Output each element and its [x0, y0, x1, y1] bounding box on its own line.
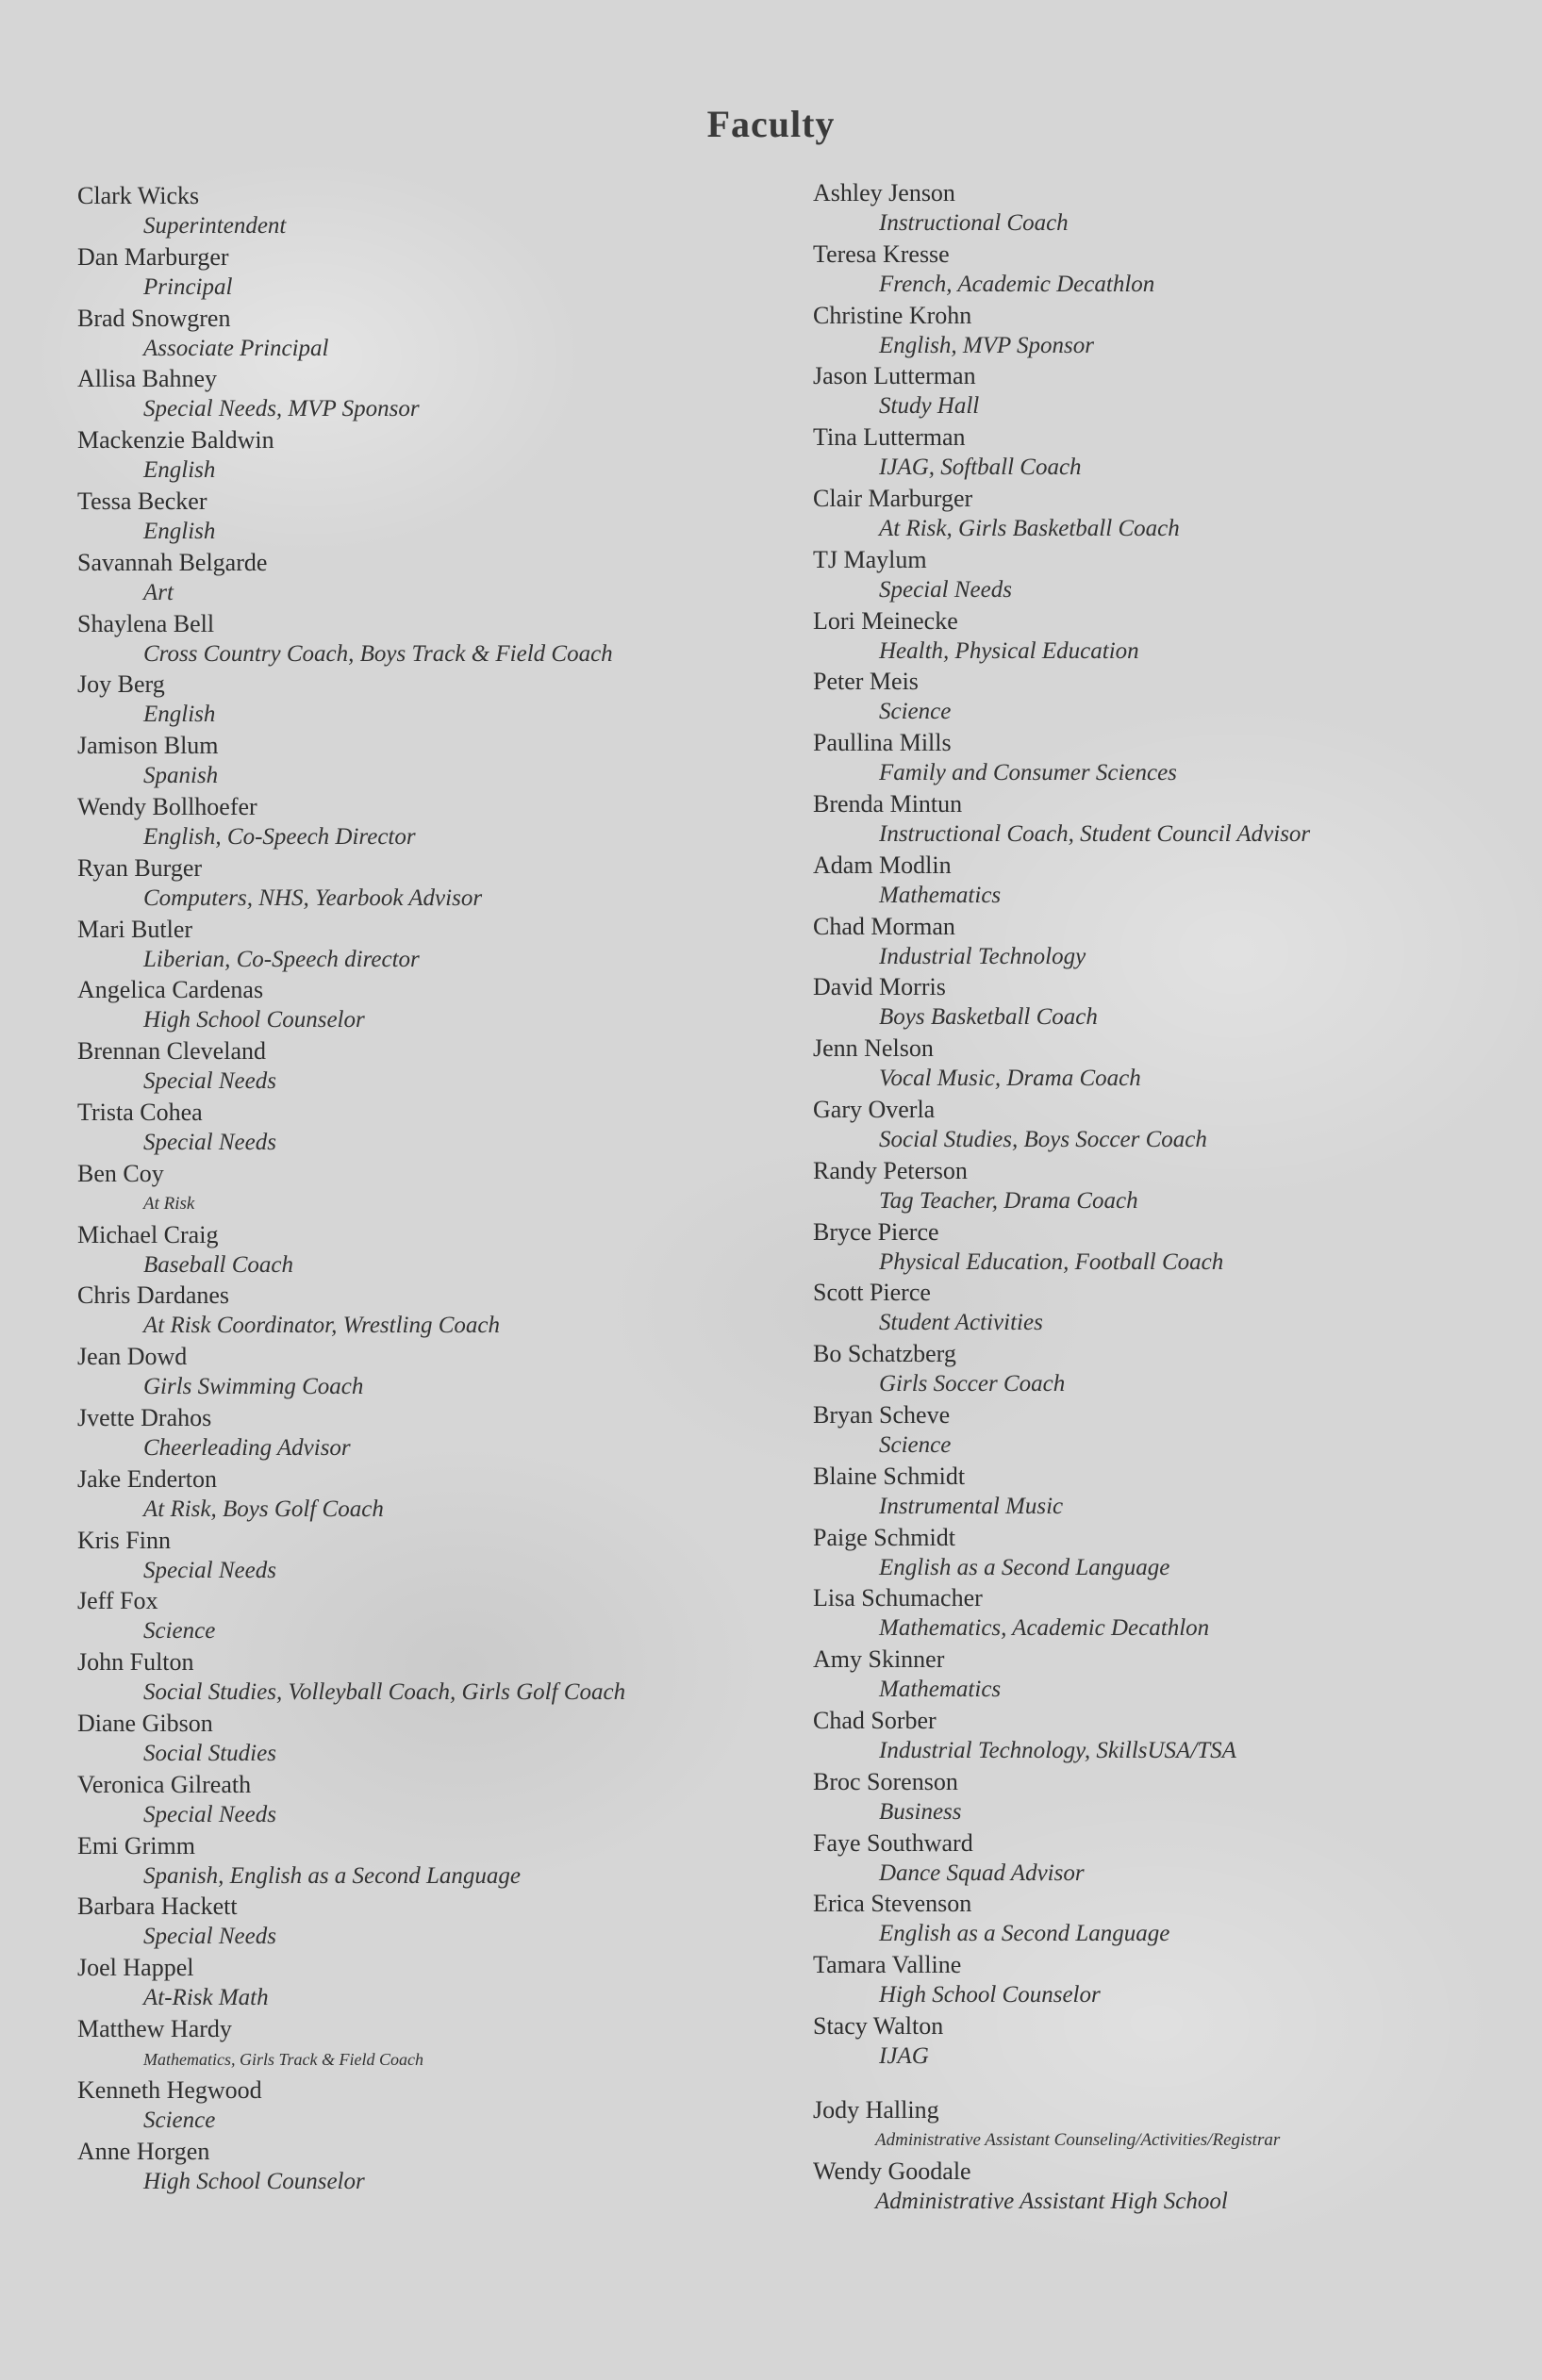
staff-name: Jody Halling	[813, 2095, 939, 2124]
faculty-name: Mari Butler	[77, 915, 193, 943]
faculty-name: Faye Southward	[813, 1828, 973, 1857]
faculty-entry	[77, 915, 794, 976]
faculty-role: Social Studies	[143, 1740, 276, 1766]
faculty-role: Mathematics	[879, 882, 1002, 908]
faculty-entry	[77, 425, 794, 487]
faculty-entry	[813, 606, 1530, 668]
faculty-role: Special Needs	[143, 1801, 276, 1827]
faculty-entry	[77, 1464, 794, 1526]
faculty-name: Barbara Hackett	[77, 1892, 238, 1921]
faculty-name: Lori Meinecke	[813, 606, 958, 635]
faculty-entry	[77, 1220, 794, 1281]
faculty-role: Student Activities	[879, 1310, 1043, 1336]
faculty-name: Lisa Schumacher	[813, 1584, 983, 1612]
faculty-name: Gary Overla	[813, 1095, 936, 1123]
faculty-entry	[77, 2075, 794, 2137]
faculty-role: English as a Second Language	[879, 1921, 1170, 1947]
faculty-entry	[813, 1706, 1530, 1767]
faculty-entry	[77, 548, 794, 609]
faculty-entry	[813, 1033, 1530, 1095]
faculty-name: Clark Wicks	[77, 182, 200, 209]
faculty-name: John Fulton	[77, 1648, 194, 1677]
faculty-entry	[77, 2137, 794, 2198]
faculty-name: Wendy Bollhoefer	[77, 792, 257, 820]
faculty-role: English	[143, 702, 216, 728]
faculty-name: Jeff Fox	[77, 1587, 158, 1615]
faculty-entry	[813, 667, 1530, 728]
faculty-role: Instrumental Music	[879, 1493, 1064, 1519]
faculty-name: Matthew Hardy	[77, 2014, 232, 2042]
faculty-name: Bryce Pierce	[813, 1217, 939, 1246]
faculty-name: Amy Skinner	[813, 1645, 945, 1674]
faculty-role: Social Studies, Volleyball Coach, Girls Golf Coach	[143, 1679, 626, 1706]
faculty-name: Jvette Drahos	[77, 1403, 212, 1431]
faculty-entry	[813, 484, 1530, 545]
faculty-entry	[813, 361, 1530, 422]
faculty-role: Mathematics	[879, 1677, 1002, 1703]
faculty-role: French, Academic Decathlon	[879, 271, 1155, 297]
faculty-role: Family and Consumer Sciences	[879, 760, 1177, 786]
faculty-role: Special Needs, MVP Sponsor	[143, 396, 420, 422]
faculty-name: Diane Gibson	[77, 1709, 213, 1737]
section-spacer	[813, 2073, 1530, 2095]
faculty-role: At Risk	[143, 1193, 195, 1214]
faculty-name: Broc Sorenson	[813, 1767, 958, 1795]
faculty-role: Social Studies, Boys Soccer Coach	[879, 1126, 1207, 1152]
faculty-entry	[813, 1278, 1530, 1339]
faculty-entry	[813, 1462, 1530, 1523]
faculty-entry	[813, 1523, 1530, 1584]
faculty-entry	[77, 304, 794, 365]
faculty-entry	[813, 1217, 1530, 1279]
faculty-entry	[77, 1036, 794, 1098]
faculty-name: Ashley Jenson	[813, 179, 955, 207]
faculty-name: Joy Berg	[77, 670, 165, 699]
faculty-name: Stacy Walton	[813, 2011, 944, 2040]
faculty-role: Study Hall	[879, 393, 980, 420]
staff-role: Administrative Assistant High School	[875, 2188, 1228, 2214]
faculty-role: Baseball Coach	[143, 1251, 294, 1278]
faculty-entry	[77, 1831, 794, 1892]
faculty-name: Christine Krohn	[813, 301, 972, 329]
staff-entry	[813, 2095, 1530, 2157]
faculty-role: Tag Teacher, Drama Coach	[879, 1187, 1138, 1214]
faculty-entry	[77, 1586, 794, 1647]
right-faculty-column	[813, 178, 1530, 2217]
staff-entry	[813, 2157, 1530, 2218]
faculty-name: Kris Finn	[77, 1526, 171, 1554]
faculty-entry	[813, 1583, 1530, 1645]
faculty-entry	[77, 1159, 794, 1220]
faculty-name: Veronica Gilreath	[77, 1770, 252, 1798]
faculty-name: Adam Modlin	[813, 851, 952, 879]
faculty-role: At Risk Coordinator, Wrestling Coach	[143, 1313, 501, 1339]
faculty-entry	[77, 792, 794, 853]
faculty-entry	[813, 1400, 1530, 1462]
faculty-entry	[813, 1156, 1530, 1217]
faculty-role: English, MVP Sponsor	[879, 332, 1095, 358]
faculty-name: Brad Snowgren	[77, 304, 231, 332]
faculty-entry	[77, 731, 794, 792]
faculty-role: Mathematics, Girls Track & Field Coach	[143, 2049, 423, 2069]
faculty-name: Randy Peterson	[813, 1156, 968, 1184]
faculty-role: Science	[879, 1431, 952, 1458]
staff-name: Wendy Goodale	[813, 2157, 971, 2185]
faculty-entry	[77, 242, 794, 304]
faculty-role: Business	[879, 1798, 962, 1825]
faculty-name: Mackenzie Baldwin	[77, 426, 274, 455]
faculty-role: Instructional Coach	[879, 210, 1069, 236]
page-title: Faculty	[706, 103, 836, 145]
faculty-entry	[77, 975, 794, 1036]
faculty-role: English, Co-Speech Director	[143, 823, 416, 850]
faculty-name: Bo Schatzberg	[813, 1340, 956, 1368]
faculty-name: Savannah Belgarde	[77, 548, 268, 576]
faculty-entry	[77, 1892, 794, 1953]
faculty-name: Paullina Mills	[813, 729, 952, 757]
faculty-entry	[813, 240, 1530, 301]
faculty-role: Industrial Technology, SkillsUSA/TSA	[879, 1737, 1236, 1763]
faculty-role: IJAG	[879, 2042, 929, 2069]
faculty-entry	[813, 851, 1530, 912]
faculty-role: Principal	[143, 273, 233, 300]
faculty-name: Kenneth Hegwood	[77, 2075, 262, 2104]
faculty-name: Jamison Blum	[77, 732, 219, 760]
faculty-role: High School Counselor	[879, 1982, 1101, 2008]
faculty-name: Jason Lutterman	[813, 362, 976, 390]
faculty-role: Spanish, English as a Second Language	[143, 1862, 521, 1889]
faculty-role: Science	[143, 2107, 216, 2133]
faculty-role: Science	[143, 1618, 216, 1645]
faculty-name: Tina Lutterman	[813, 423, 966, 452]
faculty-name: Ryan Burger	[77, 853, 203, 882]
faculty-role: Girls Soccer Coach	[879, 1371, 1066, 1397]
faculty-entry	[813, 1950, 1530, 2011]
faculty-role: Special Needs	[143, 1924, 276, 1950]
faculty-role: Computers, NHS, Yearbook Advisor	[143, 884, 483, 911]
faculty-role: Science	[879, 699, 952, 725]
faculty-role: Physical Education, Football Coach	[879, 1248, 1224, 1275]
faculty-role: High School Counselor	[143, 2168, 365, 2194]
faculty-role: Liberian, Co-Speech director	[143, 946, 420, 972]
faculty-name: Blaine Schmidt	[813, 1462, 966, 1490]
faculty-name: Jean Dowd	[77, 1343, 188, 1371]
faculty-entry	[813, 1889, 1530, 1950]
faculty-role: Cross Country Coach, Boys Track & Field Coach	[143, 640, 613, 667]
faculty-role: Cheerleading Advisor	[143, 1434, 351, 1461]
faculty-role: IJAG, Softball Coach	[879, 455, 1082, 481]
faculty-entry	[77, 853, 794, 915]
faculty-name: Ben Coy	[77, 1159, 164, 1187]
faculty-name: Trista Cohea	[77, 1098, 203, 1126]
faculty-entry	[813, 301, 1530, 362]
faculty-role: Special Needs	[879, 576, 1012, 603]
faculty-name: David Morris	[813, 973, 946, 1001]
faculty-role: Boys Basketball Coach	[879, 1004, 1098, 1031]
faculty-name: TJ Maylum	[813, 545, 927, 573]
faculty-entry	[813, 1095, 1530, 1156]
faculty-name: Anne Horgen	[77, 2137, 210, 2165]
faculty-entry	[77, 1098, 794, 1159]
faculty-name: Dan Marburger	[77, 242, 229, 271]
faculty-role: At-Risk Math	[143, 1985, 269, 2011]
faculty-role: Instructional Coach, Student Council Advisor	[879, 820, 1311, 847]
faculty-name: Brennan Cleveland	[77, 1037, 266, 1066]
faculty-role: English	[143, 518, 216, 544]
faculty-entry	[77, 1709, 794, 1770]
faculty-role: At Risk, Boys Golf Coach	[143, 1496, 384, 1522]
left-faculty-column	[77, 181, 794, 2197]
faculty-name: Tessa Becker	[77, 487, 207, 515]
faculty-role: Special Needs	[143, 1068, 276, 1095]
faculty-entry	[813, 1828, 1530, 1890]
faculty-entry	[813, 912, 1530, 973]
faculty-entry	[77, 364, 794, 425]
faculty-entry	[77, 181, 794, 242]
faculty-entry	[77, 1403, 794, 1464]
faculty-entry	[77, 1953, 794, 2014]
faculty-name: Scott Pierce	[813, 1279, 931, 1307]
faculty-name: Peter Meis	[813, 668, 919, 696]
faculty-role: English	[143, 457, 216, 484]
faculty-name: Chad Morman	[813, 912, 955, 940]
faculty-name: Shaylena Bell	[77, 609, 215, 637]
faculty-role: Mathematics, Academic Decathlon	[879, 1615, 1210, 1642]
faculty-role: Girls Swimming Coach	[143, 1374, 364, 1400]
faculty-entry	[813, 178, 1530, 240]
staff-role: Administrative Assistant Counseling/Activities/Registrar	[875, 2129, 1281, 2150]
faculty-role: Special Needs	[143, 1129, 276, 1155]
faculty-entry	[77, 1342, 794, 1403]
faculty-role: Associate Principal	[143, 335, 329, 361]
faculty-entry	[77, 1281, 794, 1342]
faculty-entry	[77, 1770, 794, 1831]
faculty-name: Allisa Bahney	[77, 365, 218, 393]
faculty-name: Jenn Nelson	[813, 1034, 934, 1063]
faculty-entry	[813, 2011, 1530, 2073]
faculty-role: Special Needs	[143, 1557, 276, 1583]
faculty-name: Teresa Kresse	[813, 240, 950, 268]
faculty-entry	[77, 2014, 794, 2075]
faculty-name: Chris Dardanes	[77, 1281, 230, 1310]
faculty-name: Michael Craig	[77, 1220, 219, 1248]
faculty-entry	[813, 1767, 1530, 1828]
faculty-name: Joel Happel	[77, 1954, 194, 1982]
faculty-role: Industrial Technology	[879, 943, 1086, 969]
faculty-name: Bryan Scheve	[813, 1400, 951, 1429]
faculty-role: At Risk, Girls Basketball Coach	[879, 515, 1180, 541]
faculty-entry	[813, 728, 1530, 789]
faculty-entry	[813, 972, 1530, 1033]
faculty-role: Dance Squad Advisor	[879, 1859, 1085, 1886]
faculty-name: Chad Sorber	[813, 1706, 937, 1734]
faculty-entry	[813, 422, 1530, 484]
faculty-entry	[813, 789, 1530, 851]
faculty-name: Jake Enderton	[77, 1464, 218, 1493]
faculty-entry	[813, 545, 1530, 606]
faculty-entry	[813, 1645, 1530, 1706]
faculty-role: Health, Physical Education	[879, 637, 1139, 664]
faculty-entry	[77, 1526, 794, 1587]
faculty-role: Superintendent	[143, 213, 287, 239]
faculty-role: Art	[143, 579, 174, 605]
faculty-role: English as a Second Language	[879, 1554, 1170, 1580]
faculty-role: High School Counselor	[143, 1007, 365, 1033]
faculty-entry	[77, 487, 794, 548]
faculty-role: Spanish	[143, 763, 219, 789]
faculty-name: Brenda Mintun	[813, 789, 963, 818]
faculty-name: Tamara Valline	[813, 1951, 962, 1979]
faculty-name: Angelica Cardenas	[77, 976, 264, 1004]
faculty-entry	[77, 609, 794, 670]
faculty-entry	[813, 1339, 1530, 1400]
faculty-name: Clair Marburger	[813, 484, 973, 512]
faculty-role: Vocal Music, Drama Coach	[879, 1066, 1141, 1092]
faculty-entry	[77, 669, 794, 731]
faculty-entry	[77, 1647, 794, 1709]
faculty-name: Emi Grimm	[77, 1831, 195, 1859]
faculty-name: Paige Schmidt	[813, 1523, 955, 1551]
faculty-name: Erica Stevenson	[813, 1890, 972, 1918]
